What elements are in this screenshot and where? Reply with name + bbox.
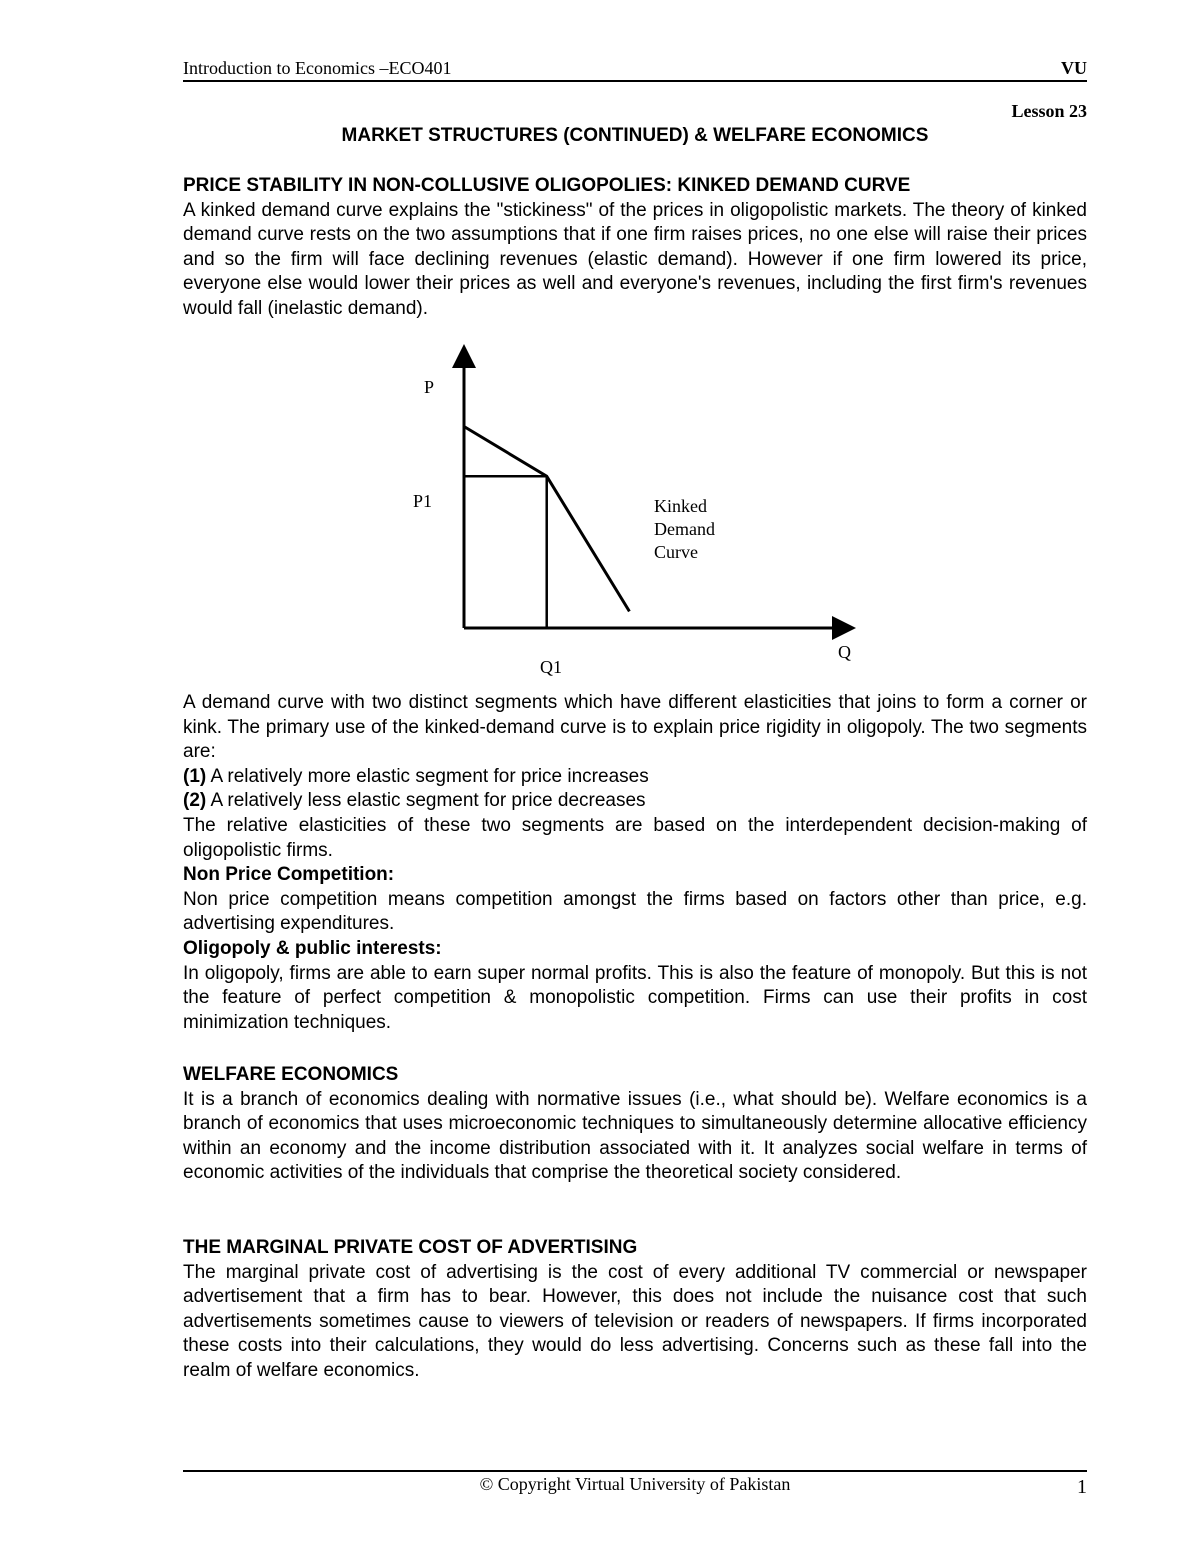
section-paragraph: It is a branch of economics dealing with normative issues (i.e., what should be). Welfare economics is a branch of economics that uses microeconomic techniques to simultaneously determine allocative efficiency within an economy and the income distribution associated with it. It analyzes social welfare in terms of economic activities of the individuals that comprise the theoretical society considered. [183, 1088, 1087, 1184]
vu-logo-text: VU [1061, 58, 1087, 78]
kinked-demand-chart [400, 340, 870, 685]
section-paragraph: The relative elasticities of these two segments are based on the interdependent decision-making of oligopolistic firms. [183, 814, 1087, 861]
curve-annotation-line1: Kinked [654, 496, 707, 516]
section-kink-explanation [183, 691, 1087, 1035]
footer-divider [183, 1470, 1087, 1472]
x-tick-label-q1: Q1 [540, 657, 562, 677]
subheading-oligopoly-public-interests: Oligopoly & public interests: [183, 937, 442, 959]
section-paragraph: In oligopoly, firms are able to earn super normal profits. This is also the feature of monopoly. But this is not the feature of perfect competition & monopolistic competition. Firms can use their profits in cost minimization techniques. [183, 962, 1087, 1033]
list-item-text: A relatively less elastic segment for price decreases [206, 790, 646, 812]
x-axis-label: Q [838, 642, 851, 662]
header-divider [183, 80, 1087, 82]
page-title: MARKET STRUCTURES (CONTINUED) & WELFARE ECONOMICS [341, 125, 929, 146]
copyright-text: © Copyright Virtual University of Pakistan [479, 1474, 791, 1494]
section-paragraph: Non price competition means competition amongst the firms based on factors other than price, e.g. advertising expenditures. [183, 888, 1087, 935]
list-item [183, 789, 1087, 814]
page-footer [183, 1474, 1087, 1500]
section-paragraph: A kinked demand curve explains the "stickiness" of the prices in oligopolistic markets. The theory of kinked demand curve rests on the two assumptions that if one firm raises prices, no one else will raise their prices and so the firm will face declining revenues (elastic demand). However if one firm lowered its price, everyone else would lower their prices as well and everyone's revenues, including the first firm's revenues would fall (inelastic demand). [183, 199, 1087, 319]
section-paragraph: A demand curve with two distinct segments which have different elasticities that joins to form a corner or kink. The primary use of the kinked-demand curve is to explain price rigidity in oligopoly. The two segments are: [183, 692, 1087, 763]
curve-annotation-line2: Demand [654, 519, 715, 539]
list-item [183, 765, 1087, 790]
page-number: 1 [1077, 1476, 1087, 1498]
y-axis-label: P [424, 377, 435, 397]
x-axis-arrow-icon [832, 616, 856, 640]
course-title: Introduction to Economics –ECO401 [183, 58, 452, 78]
section-marginal-private-cost [183, 1236, 1087, 1384]
section-paragraph: The marginal private cost of advertising is the cost of every additional TV commercial or newspaper advertisement that a firm has to bear. However, this does not include the nuisance cost that such advertisements sometimes cause to viewers of television or readers of newspapers. If firms incorporated these costs into their calculations, they would do less advertising. Concerns such as these fall into the realm of welfare economics. [183, 1261, 1087, 1381]
page-header [183, 58, 1087, 82]
curve-annotation-line3: Curve [654, 542, 698, 562]
lesson-number: Lesson 23 [1011, 101, 1087, 121]
list-item-text: A relatively more elastic segment for price increases [206, 765, 649, 787]
section-heading: THE MARGINAL PRIVATE COST OF ADVERTISING [183, 1237, 638, 1258]
y-axis-arrow-icon [452, 344, 476, 368]
list-item-number: (2) [183, 790, 207, 812]
section-kinked-demand [183, 174, 1087, 322]
subheading-non-price-competition: Non Price Competition: [183, 864, 395, 886]
section-heading: PRICE STABILITY IN NON-COLLUSIVE OLIGOPOLIES: KINKED DEMAND CURVE [183, 175, 911, 196]
list-item-number: (1) [183, 765, 207, 787]
section-heading: WELFARE ECONOMICS [183, 1064, 399, 1085]
section-welfare-economics [183, 1063, 1087, 1186]
y-tick-label-p1: P1 [413, 491, 433, 511]
